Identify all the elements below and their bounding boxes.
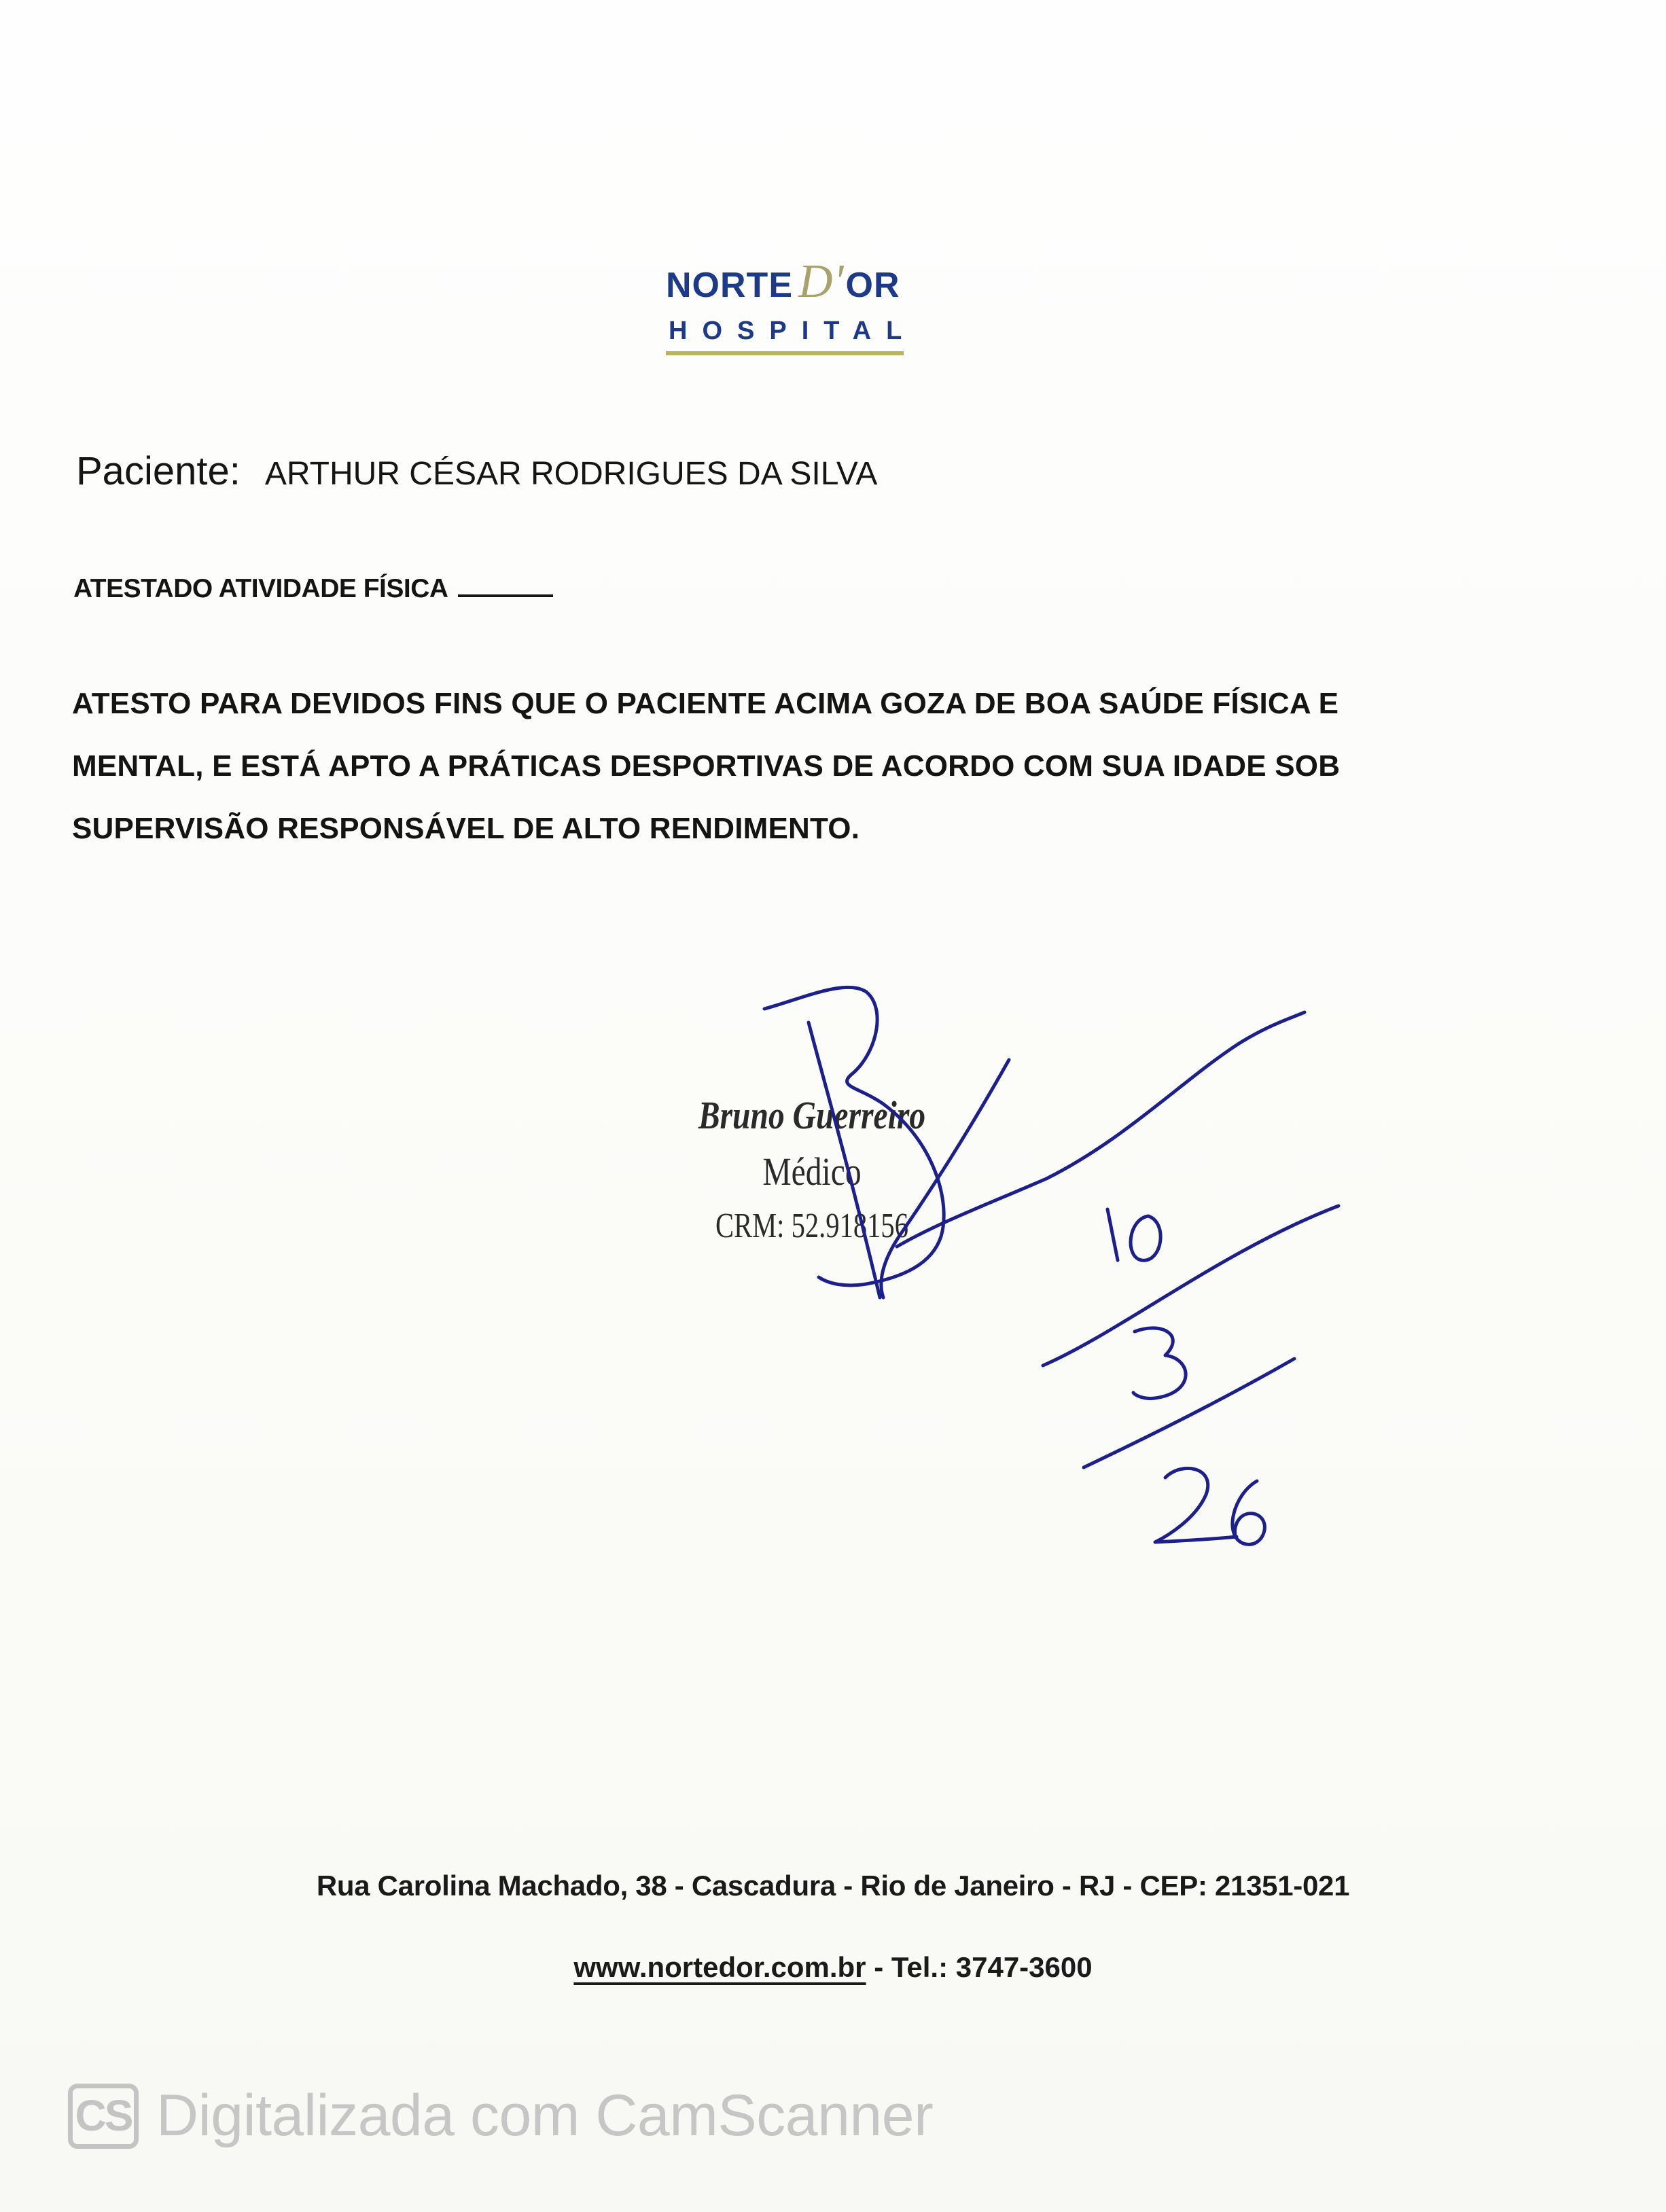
logo-norte-text: NORTE xyxy=(666,266,793,305)
logo-underline xyxy=(666,351,904,355)
logo-hospital-text: HOSPITAL xyxy=(669,317,917,345)
date-slash xyxy=(1084,1359,1294,1467)
date-day-mark xyxy=(1131,1216,1160,1260)
certificate-line: SUPERVISÃO RESPONSÁVEL DE ALTO RENDIMENTO. xyxy=(72,812,860,845)
certificate-line: ATESTO PARA DEVIDOS FINS QUE O PACIENTE ACIMA GOZA DE BOA SAÚDE FÍSICA E xyxy=(72,687,1339,720)
doctor-name: Bruno Guerreiro xyxy=(698,1093,926,1137)
hospital-logo xyxy=(666,255,917,363)
certificate-title-row xyxy=(73,574,553,604)
date-year-mark xyxy=(1155,1468,1237,1542)
website-link[interactable]: www.nortedor.com.br xyxy=(573,1951,866,1983)
logo-d-script: D' xyxy=(798,255,845,308)
phone-text: - Tel.: 3747-3600 xyxy=(866,1951,1093,1983)
date-day-mark xyxy=(1107,1209,1118,1260)
doctor-role: Médico xyxy=(762,1149,862,1194)
patient-row xyxy=(76,448,877,494)
logo-brand-top xyxy=(666,255,900,309)
certificate-title: ATESTADO ATIVIDADE FÍSICA xyxy=(73,574,448,603)
signature-mark xyxy=(897,1012,1305,1247)
doctor-crm: CRM: 52.918156 xyxy=(715,1207,908,1245)
title-blank-line xyxy=(458,575,553,597)
logo-or-text: OR xyxy=(845,266,900,305)
date-slash xyxy=(1043,1206,1339,1366)
certificate-body xyxy=(72,673,1533,860)
doctor-stamp xyxy=(669,1087,955,1253)
date-year-mark xyxy=(1233,1481,1264,1544)
watermark-text: Digitalizada com CamScanner xyxy=(156,2083,934,2148)
certificate-line: MENTAL, E ESTÁ APTO A PRÁTICAS DESPORTIVAS DE ACORDO COM SUA IDADE SOB xyxy=(72,749,1341,783)
date-month-mark xyxy=(1133,1328,1186,1399)
camscanner-logo-icon: CS xyxy=(68,2084,139,2149)
footer-contact xyxy=(0,1951,1666,1984)
footer-address: Rua Carolina Machado, 38 - Cascadura - Rio de Janeiro - RJ - CEP: 21351-021 xyxy=(316,1870,1350,1902)
patient-name: ARTHUR CÉSAR RODRIGUES DA SILVA xyxy=(264,456,878,492)
patient-label: Paciente: xyxy=(76,449,241,493)
camscanner-watermark xyxy=(68,2082,933,2157)
